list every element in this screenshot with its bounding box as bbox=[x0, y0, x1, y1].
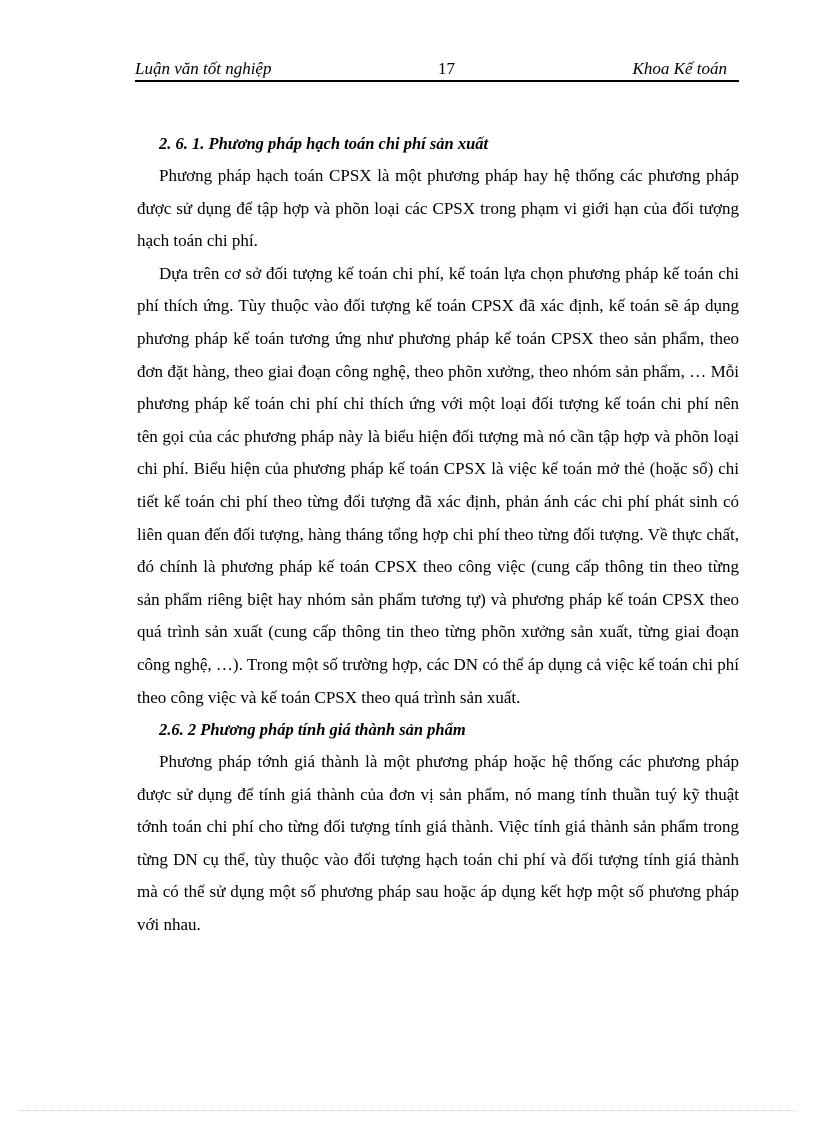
header-department-label: Khoa Kế toán bbox=[632, 59, 727, 78]
paragraph: Dựa trên cơ sở đối tượng kế toán chi phí, kế toán lựa chọn phương pháp kế toán chi phí thích ứng. Tùy thuộc vào đối tượng kế toán CPSX đã xác định, kế toán sẽ áp dụng phương pháp kế toán tương ứng như phương pháp kế toán CPSX theo sản phẩm, theo đơn đặt hàng, theo giai đoạn công nghệ, theo phõn xưởng, theo nhóm sản phẩm, … Mỗi phương pháp kế toán chi phí chỉ thích ứng với một loại đối tượng kế toán chi phí nên tên gọi của các phương pháp này là biểu hiện đối tượng mà nó cần tập hợp và phõn loại chi phí. Biểu hiện của phương pháp kế toán CPSX là việc kế toán mở thẻ (hoặc sổ) chi tiết kế toán chi phí theo từng đối tượng đã xác định, phản ánh các chi phí phát sinh có liên quan đến đối tượng, hàng tháng tổng hợp chi phí theo từng đối tượng. Về thực chất, đó chính là phương pháp kế toán CPSX theo công việc (cung cấp thông tin theo từng sản phẩm riêng biệt hay nhóm sản phẩm tương tự) và phương pháp kế toán CPSX theo quá trình sản xuất (cung cấp thông tin theo từng phõn xưởng sản xuất, từng giai đoạn công nghệ, …). Trong một số trường hợp, các DN có thể áp dụng cả việc kế toán chi phí theo công việc và kế toán CPSX theo quá trình sản xuất. bbox=[137, 263, 739, 707]
header-thesis-label: Luận văn tốt nghiệp bbox=[135, 59, 272, 78]
page-number: 17 bbox=[438, 59, 455, 78]
paragraph: Phương pháp hạch toán CPSX là một phương pháp hay hệ thống các phương pháp được sử dụng để tập hợp và phõn loại các CPSX trong phạm vi giới hạn của đối tượng hạch toán chi phí. bbox=[137, 166, 739, 251]
section-heading-2-6-1: 2. 6. 1. Phương pháp hạch toán chi phí sản xuất bbox=[159, 134, 489, 153]
paragraph: Phương pháp tớnh giá thành là một phương pháp hoặc hệ thống các phương pháp được sử dụng để tính giá thành của đơn vị sản phẩm, nó mang tính thuần tuý kỹ thuật tớnh toán chi phí cho từng đối tượng tính giá thành. Việc tính giá thành sản phẩm trong từng DN cụ thể, tùy thuộc vào đối tượng hạch toán chi phí và đối tượng tính giá thành mà có thể sử dụng một số phương pháp sau hoặc áp dụng kết hợp một số phương pháp với nhau. bbox=[137, 752, 739, 935]
page-header bbox=[135, 58, 739, 82]
page-body bbox=[137, 128, 739, 942]
section-heading-2-6-2: 2.6. 2 Phương pháp tính giá thành sản phẩm bbox=[159, 720, 466, 740]
page-bottom-divider bbox=[20, 1110, 796, 1111]
